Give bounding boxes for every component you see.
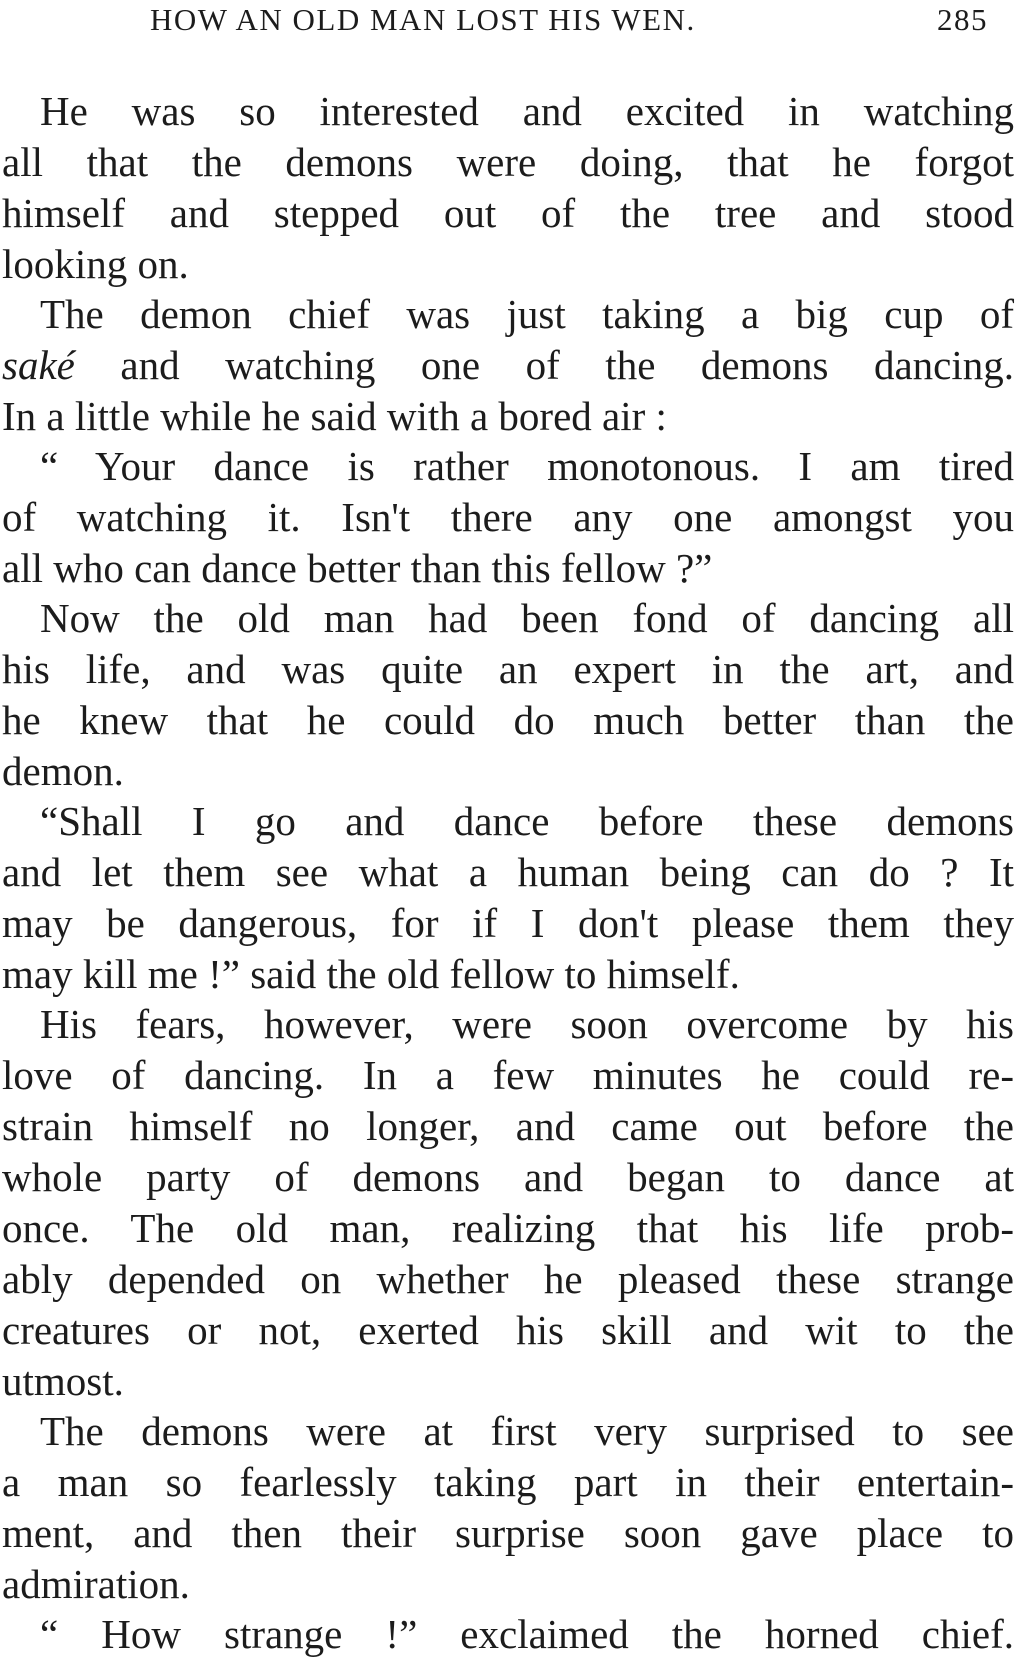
text-line: The demons were at first very surprised to see (40, 1408, 1014, 1454)
running-title: HOW AN OLD MAN LOST HIS WEN. (150, 2, 696, 37)
text-line: of watching it. Isn't there any one amongst you (2, 494, 1014, 540)
paragraph (2, 796, 1014, 1000)
paragraph (2, 441, 1014, 594)
text-line: all who can dance better than this fellow ?” (2, 545, 713, 591)
italic-word: saké (2, 342, 75, 388)
text-line: looking on. (2, 241, 189, 287)
text-line: “Shall I go and dance before these demons (40, 798, 1014, 844)
text-line: strain himself no longer, and came out before the (2, 1103, 1014, 1149)
running-head (2, 0, 1014, 60)
text-line: he knew that he could do much better than the (2, 697, 1014, 743)
paragraph (2, 1406, 1014, 1610)
paragraph (2, 289, 1014, 442)
paragraph (2, 86, 1014, 290)
text-line: a man so fearlessly taking part in their entertain- (2, 1459, 1014, 1505)
text-line-with-italic (2, 340, 1014, 391)
paragraph (2, 1609, 1014, 1660)
text-line: He was so interested and excited in watching (40, 88, 1014, 134)
text-line: all that the demons were doing, that he forgot (2, 139, 1014, 185)
text-line: utmost. (2, 1358, 124, 1404)
text-line: his life, and was quite an expert in the art, and (2, 646, 1014, 692)
text-fragment: and watching one of the demons dancing. (120, 342, 1015, 388)
text-line: “ How strange !” exclaimed the horned chief. (40, 1611, 1014, 1657)
text-line: himself and stepped out of the tree and stood (2, 190, 1014, 236)
page-number: 285 (937, 2, 988, 37)
text-line: may kill me !” said the old fellow to himself. (2, 951, 740, 997)
text-line: His fears, however, were soon overcome by his (40, 1001, 1014, 1047)
text-line: creatures or not, exerted his skill and wit to the (2, 1307, 1014, 1353)
text-line: ment, and then their surprise soon gave place to (2, 1510, 1014, 1556)
text-line: admiration. (2, 1561, 190, 1607)
text-line: In a little while he said with a bored air : (2, 393, 667, 439)
text-line: “ Your dance is rather monotonous. I am tired (40, 443, 1014, 489)
text-line: and let them see what a human being can do ? It (2, 849, 1014, 895)
text-line: may be dangerous, for if I don't please them they (2, 900, 1014, 946)
text-line: ably depended on whether he pleased these strange (2, 1256, 1014, 1302)
body-text (2, 86, 1014, 1660)
text-line: once. The old man, realizing that his life prob- (2, 1205, 1014, 1251)
paragraph (2, 999, 1014, 1407)
text-line: The demon chief was just taking a big cup of (40, 291, 1014, 337)
text-line: demon. (2, 748, 124, 794)
paragraph (2, 593, 1014, 797)
text-line: Now the old man had been fond of dancing all (40, 595, 1014, 641)
text-line: love of dancing. In a few minutes he could re- (2, 1052, 1014, 1098)
text-line: whole party of demons and began to dance at (2, 1154, 1014, 1200)
